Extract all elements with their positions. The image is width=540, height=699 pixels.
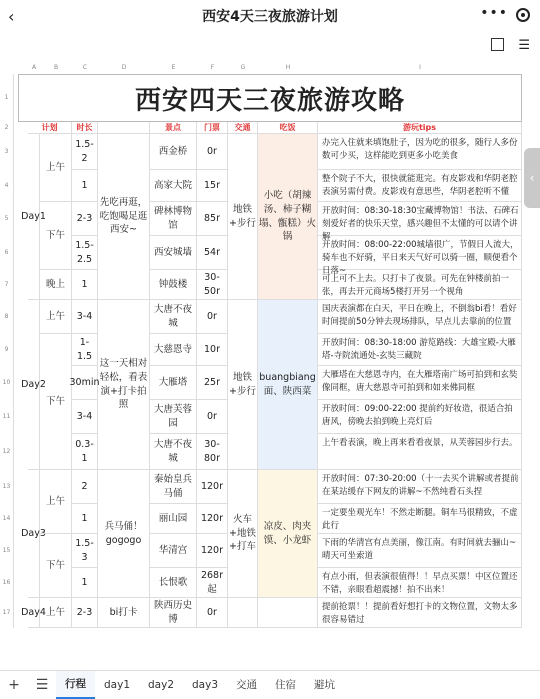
ticket-cell[interactable]: 0r bbox=[197, 598, 228, 628]
duration-cell[interactable]: 1-1.5 bbox=[72, 334, 98, 366]
ticket-cell[interactable]: 15r bbox=[197, 170, 228, 202]
tip-cell[interactable]: 一定要坐观光车！不然走断腿。铜车马很精致，不虚此行 bbox=[318, 504, 522, 534]
duration-cell[interactable]: 1 bbox=[72, 170, 98, 202]
spot-cell[interactable]: 大唐不夜城 bbox=[150, 300, 197, 334]
ticket-cell[interactable]: 120r bbox=[197, 470, 228, 504]
tip-cell[interactable]: 办完入住就来填饱肚子，因为吃的很多，随行人多份数可少买，这样能吃到更多小吃美食 bbox=[318, 134, 522, 170]
food-cell[interactable]: 小吃（胡辣汤、柿子糊塌、甑糕）火锅 bbox=[258, 134, 318, 300]
header-food[interactable]: 吃饭 bbox=[258, 122, 318, 134]
transport-cell[interactable]: 火车+地铁+打车 bbox=[228, 470, 258, 598]
tab-itinerary[interactable]: 行程 bbox=[56, 671, 95, 699]
period-label[interactable]: 上午 bbox=[40, 470, 72, 534]
row-header[interactable]: 9 bbox=[0, 334, 14, 366]
row-header[interactable]: 1 bbox=[0, 74, 14, 122]
tip-cell[interactable]: 有点小雨，但表演很值得！！早点买票！中区位置还不错，亲眼看超震撼！拍不出来！ bbox=[318, 568, 522, 598]
day-label[interactable]: Day4 bbox=[28, 598, 40, 628]
header-transport[interactable]: 交通 bbox=[228, 122, 258, 134]
food-cell[interactable]: buangbiang面、陕西菜 bbox=[258, 300, 318, 470]
ticket-cell[interactable]: 25r bbox=[197, 366, 228, 400]
food-cell[interactable] bbox=[258, 598, 318, 628]
row-header[interactable]: 11 bbox=[0, 400, 14, 434]
ticket-cell[interactable]: 30-80r bbox=[197, 434, 228, 470]
ticket-cell[interactable]: 0r bbox=[197, 134, 228, 170]
row-header[interactable]: 16 bbox=[0, 568, 14, 598]
duration-cell[interactable]: 2 bbox=[72, 470, 98, 504]
day-label[interactable]: Day2 bbox=[28, 300, 40, 470]
tab-day2[interactable]: day2 bbox=[148, 678, 174, 691]
ticket-cell[interactable]: 268r起 bbox=[197, 568, 228, 598]
duration-cell[interactable]: 2-3 bbox=[72, 202, 98, 236]
spot-cell[interactable]: 华清宫 bbox=[150, 534, 197, 568]
period-label[interactable]: 上午 bbox=[40, 300, 72, 334]
day-note[interactable]: 兵马俑！gogogo bbox=[98, 470, 150, 598]
tip-cell[interactable]: 提前抢票！！提前看好想打卡的文物位置，文物太多很容易错过 bbox=[318, 598, 522, 628]
tip-cell[interactable]: 开放时间：08:00-22:00城墙很广，节假日人流大，骑车也不好骑，平日来天气好可以骑一圈，顺便看个日落~ bbox=[318, 236, 522, 270]
duration-cell[interactable]: 1 bbox=[72, 270, 98, 300]
ticket-cell[interactable]: 120r bbox=[197, 504, 228, 534]
spot-cell[interactable]: 长恨歌 bbox=[150, 568, 197, 598]
row-header[interactable]: 5 bbox=[0, 202, 14, 236]
tip-cell[interactable]: 大雁塔在大慈恩寺内，在大雁塔南广场可拍到和玄奘像同框，唐大慈恩寺可拍到和如来佛同框 bbox=[318, 366, 522, 400]
period-label[interactable]: 上午 bbox=[40, 134, 72, 202]
tip-cell[interactable]: 上午看表演，晚上再来看看夜景，从芙蓉园步行去。 bbox=[318, 434, 522, 470]
duration-cell[interactable]: 1.5-2 bbox=[72, 134, 98, 170]
tip-cell[interactable]: 可上可不上去。只打卡了夜景。可先在钟楼前拍一张，再去开元商场5楼打开另一个视角 bbox=[318, 270, 522, 300]
duration-cell[interactable]: 1 bbox=[72, 568, 98, 598]
row-header[interactable]: 14 bbox=[0, 504, 14, 534]
column-header[interactable]: G bbox=[240, 64, 246, 71]
spreadsheet-grid[interactable] bbox=[0, 60, 540, 670]
toolbar bbox=[0, 34, 540, 60]
period-label[interactable]: 下午 bbox=[40, 202, 72, 270]
header-duration[interactable]: 时长 bbox=[72, 122, 98, 134]
column-header[interactable]: C bbox=[82, 64, 88, 71]
sheet-tabs bbox=[0, 670, 540, 698]
header-spots[interactable]: 景点 bbox=[150, 122, 197, 134]
duration-cell[interactable]: 1.5-2.5 bbox=[72, 236, 98, 270]
ticket-cell[interactable]: 0r bbox=[197, 300, 228, 334]
row-header[interactable]: 6 bbox=[0, 236, 14, 270]
app-title: 西安4天三夜旅游计划 bbox=[202, 9, 338, 25]
row-header[interactable]: 2 bbox=[0, 122, 14, 134]
spot-cell[interactable]: 大雁塔 bbox=[150, 366, 197, 400]
column-header[interactable]: E bbox=[171, 64, 176, 71]
period-label[interactable]: 下午 bbox=[40, 334, 72, 470]
header-tips[interactable]: 游玩tips bbox=[318, 122, 522, 134]
ticket-cell[interactable]: 54r bbox=[197, 236, 228, 270]
spot-cell[interactable]: 大唐不夜城 bbox=[150, 434, 197, 470]
transport-cell[interactable]: 地铁+步行 bbox=[228, 300, 258, 470]
spot-cell[interactable]: 丽山园 bbox=[150, 504, 197, 534]
spot-cell[interactable]: 高家大院 bbox=[150, 170, 197, 202]
tip-cell[interactable]: 整个院子不大，很快就能逛完。有皮影戏和华阴老腔表演另需付费。皮影戏有意思些，华阴老腔听不懂 bbox=[318, 170, 522, 202]
column-header[interactable]: H bbox=[285, 64, 291, 71]
tab-day1[interactable]: day1 bbox=[104, 678, 130, 691]
ticket-cell[interactable]: 10r bbox=[197, 334, 228, 366]
day-note[interactable]: 先吃再逛，吃饱喝足逛西安~ bbox=[98, 134, 150, 300]
row-header[interactable]: 15 bbox=[0, 534, 14, 568]
duration-cell[interactable]: 3-4 bbox=[72, 300, 98, 334]
period-label[interactable]: 晚上 bbox=[40, 270, 72, 300]
spot-cell[interactable]: 秦始皇兵马俑 bbox=[150, 470, 197, 504]
row-header[interactable]: 4 bbox=[0, 170, 14, 202]
tab-transport[interactable]: 交通 bbox=[236, 679, 257, 691]
row-header[interactable]: 10 bbox=[0, 366, 14, 400]
tip-cell[interactable]: 开放时间：08:30-18:30宝藏博物馆！书法、石碑石刻爱好者的快乐天堂，感兴趣但不太懂的可以请个讲解 bbox=[318, 202, 522, 236]
period-label[interactable]: 上午 bbox=[40, 598, 72, 628]
ticket-cell[interactable]: 85r bbox=[197, 202, 228, 236]
column-header[interactable]: A bbox=[31, 64, 37, 71]
column-header[interactable]: D bbox=[121, 64, 127, 71]
side-collapse-handle[interactable]: ‹ bbox=[524, 148, 540, 208]
duration-cell[interactable]: 0.3-1 bbox=[72, 434, 98, 470]
spot-cell[interactable]: 大唐芙蓉园 bbox=[150, 400, 197, 434]
hamburger-menu-icon[interactable]: ☰ bbox=[518, 38, 530, 53]
header-blank[interactable] bbox=[98, 122, 150, 134]
day-label[interactable]: Day3 bbox=[28, 470, 40, 598]
period-label[interactable]: 下午 bbox=[40, 534, 72, 598]
ticket-cell[interactable]: 0r bbox=[197, 400, 228, 434]
food-cell[interactable]: 凉皮、肉夹馍、小龙虾 bbox=[258, 470, 318, 598]
spot-cell[interactable]: 大慈恩寺 bbox=[150, 334, 197, 366]
day-note[interactable]: bi打卡 bbox=[98, 598, 150, 628]
tip-cell[interactable]: 开放时间：08:30-18:00 游览路线：大雄宝殿-大雁塔-寺院流通处-玄奘三藏院 bbox=[318, 334, 522, 366]
app-header bbox=[0, 0, 540, 34]
column-header[interactable]: I bbox=[419, 64, 421, 71]
tab-day3[interactable]: day3 bbox=[192, 678, 218, 691]
tip-cell[interactable]: 开放时间：09:00-22:00 提前约好妆造，很适合拍唐风，傍晚去拍到晚上亮灯后 bbox=[318, 400, 522, 434]
transport-cell[interactable]: 地铁+步行 bbox=[228, 134, 258, 300]
spot-cell[interactable]: 碑林博物馆 bbox=[150, 202, 197, 236]
tab-pitfalls[interactable]: 避坑 bbox=[314, 679, 335, 691]
row-header[interactable]: 13 bbox=[0, 470, 14, 504]
spot-cell[interactable]: 钟鼓楼 bbox=[150, 270, 197, 300]
spot-cell[interactable]: 西金桥 bbox=[150, 134, 197, 170]
header-plan[interactable]: 计划 bbox=[28, 122, 72, 134]
column-header[interactable]: F bbox=[210, 64, 215, 71]
row-header[interactable]: 7 bbox=[0, 270, 14, 300]
duration-cell[interactable]: 2-3 bbox=[72, 598, 98, 628]
tip-cell[interactable]: 下雨的华清宫有点美丽，像江南。有时间就去骊山~晴天可坐索道 bbox=[318, 534, 522, 568]
day-label[interactable]: Day1 bbox=[28, 134, 40, 300]
row-header[interactable]: 17 bbox=[0, 598, 14, 628]
add-sheet-icon[interactable]: + bbox=[8, 676, 20, 693]
duration-cell[interactable]: 30min bbox=[72, 366, 98, 400]
ticket-cell[interactable]: 30-50r bbox=[197, 270, 228, 300]
duration-cell[interactable]: 1 bbox=[72, 504, 98, 534]
record-icon[interactable] bbox=[516, 8, 530, 22]
header-ticket[interactable]: 门票 bbox=[197, 122, 228, 134]
tip-cell[interactable]: 开放时间：07:30-20:00（十一去买个讲解或者提前在某站缓存下网友的讲解~不然纯看石头捏 bbox=[318, 470, 522, 504]
row-header[interactable]: 8 bbox=[0, 300, 14, 334]
tab-lodging[interactable]: 住宿 bbox=[275, 679, 296, 691]
day-note[interactable]: 这一天相对轻松，看表演+打卡拍照 bbox=[98, 300, 150, 470]
column-header[interactable]: B bbox=[53, 64, 59, 71]
tip-cell[interactable]: 国庆表演都在白天，平日在晚上，不倒翁bi看！看好时间提前50分钟去现场排队，早点儿去靠前的位置 bbox=[318, 300, 522, 334]
sheet-title: 西安四天三夜旅游攻略 bbox=[18, 74, 522, 122]
duration-cell[interactable]: 3-4 bbox=[72, 400, 98, 434]
transport-cell[interactable] bbox=[228, 598, 258, 628]
row-header[interactable]: 12 bbox=[0, 434, 14, 470]
ticket-cell[interactable]: 120r bbox=[197, 534, 228, 568]
back-arrow-icon[interactable]: ‹ bbox=[8, 7, 15, 26]
layers-icon[interactable]: ☰ bbox=[35, 676, 49, 693]
spot-cell[interactable]: 陕西历史博 bbox=[150, 598, 197, 628]
duration-cell[interactable]: 1.5-3 bbox=[72, 534, 98, 568]
spot-cell[interactable]: 西安城墙 bbox=[150, 236, 197, 270]
more-menu-icon[interactable]: ••• bbox=[480, 5, 508, 21]
row-header[interactable]: 3 bbox=[0, 134, 14, 170]
share-icon[interactable] bbox=[491, 38, 504, 51]
